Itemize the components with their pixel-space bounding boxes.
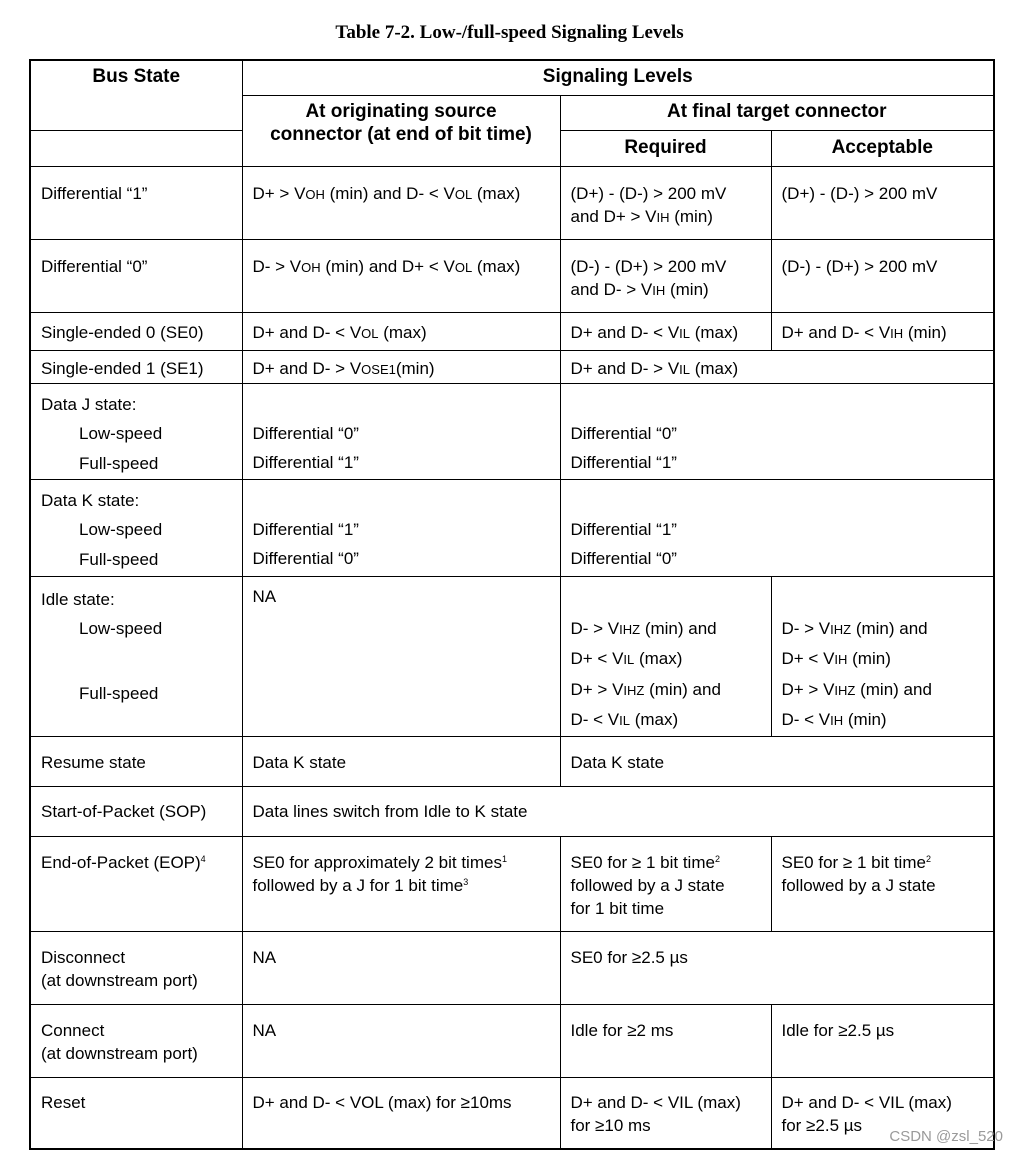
- row-data-k: [30, 479, 994, 576]
- text: Differential “0”: [570, 423, 677, 443]
- text-line: [571, 705, 761, 736]
- text: D+ > V: [570, 679, 624, 699]
- text-line: [571, 205, 761, 229]
- text: (min): [843, 710, 887, 729]
- text: D+ and D- > V: [252, 358, 362, 378]
- cell-target: [560, 350, 994, 383]
- text: for 1 bit time: [570, 898, 665, 918]
- subscript: OL: [454, 259, 473, 275]
- cell-required: [560, 312, 771, 350]
- text-line: [253, 874, 550, 897]
- text: SE0 for ≥ 1 bit time: [570, 852, 715, 872]
- text: (min) and D- < V: [324, 183, 455, 203]
- footnote-ref: 2: [925, 853, 931, 864]
- subscript: IL: [619, 713, 630, 728]
- text: for ≥10 ms: [570, 1115, 651, 1135]
- text: (min): [847, 649, 891, 668]
- subscript: IL: [623, 652, 635, 667]
- text-line: [571, 644, 761, 675]
- text: (min) and: [644, 679, 721, 699]
- text: followed by a J state: [570, 875, 725, 895]
- text: (min) and: [640, 618, 717, 638]
- cell-target: Data K state: [560, 736, 994, 786]
- subscript: IH: [890, 325, 904, 341]
- cell-acceptable: (D+) - (D-) > 200 mV: [771, 166, 994, 239]
- cell-target: [560, 479, 994, 576]
- cell-source: [242, 312, 560, 350]
- text: (at downstream port): [41, 970, 198, 990]
- subscript: IHZ: [623, 682, 645, 698]
- text: Full-speed: [79, 453, 159, 473]
- cell-source: NA: [242, 576, 560, 736]
- header-acceptable: Acceptable: [771, 130, 994, 166]
- row-data-j: [30, 383, 994, 479]
- cell-state: Single-ended 1 (SE1): [30, 350, 242, 383]
- text: End-of-Packet (EOP): [41, 852, 201, 872]
- text-line: [782, 614, 984, 645]
- cell-source: [242, 836, 560, 931]
- text: Full-speed: [79, 549, 159, 569]
- header-required: Required: [560, 130, 771, 166]
- text: (max): [378, 322, 427, 342]
- cell-state: [30, 479, 242, 576]
- text: and D+ > V: [570, 206, 657, 226]
- text: (min) and D+ < V: [320, 256, 455, 276]
- watermark: CSDN @zsl_520: [889, 1128, 1003, 1145]
- row-disconnect: [30, 931, 994, 1004]
- subscript: IH: [834, 652, 848, 667]
- subscript: IHZ: [619, 621, 641, 637]
- cell-source: NA: [242, 931, 560, 1004]
- cell-source: [242, 479, 560, 576]
- text: (max): [630, 710, 679, 729]
- text: Differential “1”: [252, 519, 359, 539]
- text: D+ and D- < V: [781, 322, 891, 342]
- text: Differential “0”: [570, 549, 677, 568]
- cell-acceptable: [771, 312, 994, 350]
- subscript: IH: [652, 282, 666, 298]
- subscript: IL: [679, 361, 691, 377]
- row-differential-0: [30, 239, 994, 312]
- text: D- > V: [781, 618, 831, 638]
- text: Data K state:: [41, 490, 140, 510]
- text: SE0 for approximately 2 bit times: [252, 852, 502, 872]
- text-line: [782, 644, 984, 675]
- text: Data J state:: [41, 394, 137, 414]
- text: (at downstream port): [41, 1043, 198, 1063]
- text: Low-speed: [79, 619, 163, 638]
- cell-state: [30, 576, 242, 736]
- text-line: [782, 675, 984, 706]
- text: D- > V: [570, 618, 620, 638]
- text-line: [571, 278, 761, 302]
- cell-source: [242, 239, 560, 312]
- text: Differential “1”: [570, 453, 677, 472]
- text: D+ < V: [781, 649, 835, 668]
- text-line: [253, 851, 550, 874]
- subscript: IHZ: [830, 621, 852, 637]
- header-originating-line1: At originating source: [305, 100, 497, 122]
- header-bus-state: Bus State: [30, 60, 242, 130]
- text: for ≥2.5 µs: [781, 1115, 863, 1135]
- footnote-ref: 2: [714, 853, 720, 864]
- text: (D-) - (D+) > 200 mV: [570, 256, 727, 276]
- cell-state: [30, 931, 242, 1004]
- text: followed by a J for 1 bit time: [252, 875, 464, 895]
- cell-state: [30, 383, 242, 479]
- text-line: [571, 614, 761, 645]
- text: (min): [669, 206, 713, 226]
- cell-source: [242, 350, 560, 383]
- text-line: [571, 675, 761, 706]
- row-se1: [30, 350, 994, 383]
- header-signaling-levels: Signaling Levels: [242, 60, 994, 95]
- text: Differential “1”: [570, 519, 677, 539]
- cell-state: Reset: [30, 1077, 242, 1149]
- cell-required: Idle for ≥2 ms: [560, 1004, 771, 1077]
- subscript: IHZ: [834, 682, 856, 698]
- text: Connect: [41, 1020, 105, 1040]
- text: (min): [395, 358, 435, 378]
- subscript: IL: [679, 325, 691, 341]
- text: Differential “0”: [252, 549, 359, 568]
- text: Full-speed: [79, 683, 159, 703]
- row-se0: [30, 312, 994, 350]
- header-originating: [242, 95, 560, 166]
- cell-source: [242, 383, 560, 479]
- cell-source: NA: [242, 1004, 560, 1077]
- text: D- > V: [252, 256, 302, 276]
- text: D+ and D- < V: [570, 322, 680, 342]
- cell-target: SE0 for ≥2.5 µs: [560, 931, 994, 1004]
- cell-required: [560, 576, 771, 736]
- row-idle: [30, 576, 994, 736]
- text: (max): [690, 358, 739, 378]
- cell-source: Data K state: [242, 736, 560, 786]
- subscript: OL: [454, 186, 473, 202]
- text: D- < V: [781, 710, 831, 729]
- text: Idle state:: [41, 589, 115, 609]
- header-row-1: [30, 60, 994, 95]
- footnote-ref: 3: [463, 876, 469, 887]
- text: Disconnect: [41, 947, 126, 967]
- cell-state: Start-of-Packet (SOP): [30, 786, 242, 836]
- footnote-ref: 1: [501, 853, 507, 864]
- text: followed by a J state: [781, 875, 936, 895]
- cell-state: Resume state: [30, 736, 242, 786]
- cell-source: [242, 166, 560, 239]
- row-differential-1: [30, 166, 994, 239]
- subscript: OH: [305, 186, 325, 202]
- text: D+ and D- < VIL (max): [781, 1092, 952, 1112]
- text-line: [571, 851, 761, 874]
- row-resume: [30, 736, 994, 786]
- cell-acceptable: [771, 576, 994, 736]
- cell-state: [30, 1004, 242, 1077]
- cell-acceptable: Idle for ≥2.5 µs: [771, 1004, 994, 1077]
- text: Low-speed: [79, 520, 163, 539]
- subscript: IH: [656, 209, 670, 225]
- footnote-ref: 4: [200, 853, 206, 864]
- text: D+ > V: [252, 183, 306, 203]
- text: D+ and D- < VIL (max): [570, 1092, 741, 1112]
- row-connect: [30, 1004, 994, 1077]
- text: (max): [472, 183, 521, 203]
- cell-required: [560, 1077, 771, 1149]
- header-bus-state-blank: [30, 130, 242, 166]
- text: (min): [903, 322, 947, 342]
- text-line: [782, 705, 984, 736]
- signaling-levels-table: [29, 59, 995, 1150]
- text: D+ < V: [570, 649, 624, 668]
- cell-required: [560, 836, 771, 931]
- text: D+ and D- < V: [252, 322, 362, 342]
- header-final-target: At final target connector: [560, 95, 994, 130]
- row-reset: [30, 1077, 994, 1149]
- text: (min): [665, 279, 709, 299]
- text: (max): [690, 322, 739, 342]
- text: (max): [634, 649, 683, 668]
- text: Differential “0”: [252, 423, 359, 443]
- row-eop: [30, 836, 994, 931]
- cell-target: [560, 383, 994, 479]
- table-title: Table 7-2. Low-/full-speed Signaling Levels: [335, 22, 684, 43]
- text-line: [782, 851, 984, 874]
- subscript: OL: [361, 325, 379, 341]
- text: (D+) - (D-) > 200 mV: [570, 183, 727, 203]
- text: (min) and: [851, 618, 928, 638]
- text: and D- > V: [570, 279, 653, 299]
- text: D- < V: [570, 710, 620, 729]
- cell-source: D+ and D- < VOL (max) for ≥10ms: [242, 1077, 560, 1149]
- cell-state: [30, 836, 242, 931]
- text: Low-speed: [79, 424, 163, 443]
- cell-acceptable: (D-) - (D+) > 200 mV: [771, 239, 994, 312]
- cell-required: [560, 239, 771, 312]
- text: D+ and D- > V: [570, 358, 680, 378]
- subscript: OH: [301, 259, 321, 275]
- cell-state: Differential “0”: [30, 239, 242, 312]
- cell-state: Differential “1”: [30, 166, 242, 239]
- header-originating-line2: connector (at end of bit time): [270, 123, 532, 145]
- text: (max): [472, 256, 521, 276]
- cell-source: Data lines switch from Idle to K state: [242, 786, 994, 836]
- cell-required: [560, 166, 771, 239]
- cell-acceptable: [771, 836, 994, 931]
- text: SE0 for ≥ 1 bit time: [781, 852, 926, 872]
- text: (min) and: [855, 679, 932, 699]
- row-sop: [30, 786, 994, 836]
- cell-state: Single-ended 0 (SE0): [30, 312, 242, 350]
- subscript: OSE1: [361, 361, 396, 377]
- subscript: IH: [830, 713, 844, 728]
- text: D+ > V: [781, 679, 835, 699]
- text: Differential “1”: [252, 453, 359, 472]
